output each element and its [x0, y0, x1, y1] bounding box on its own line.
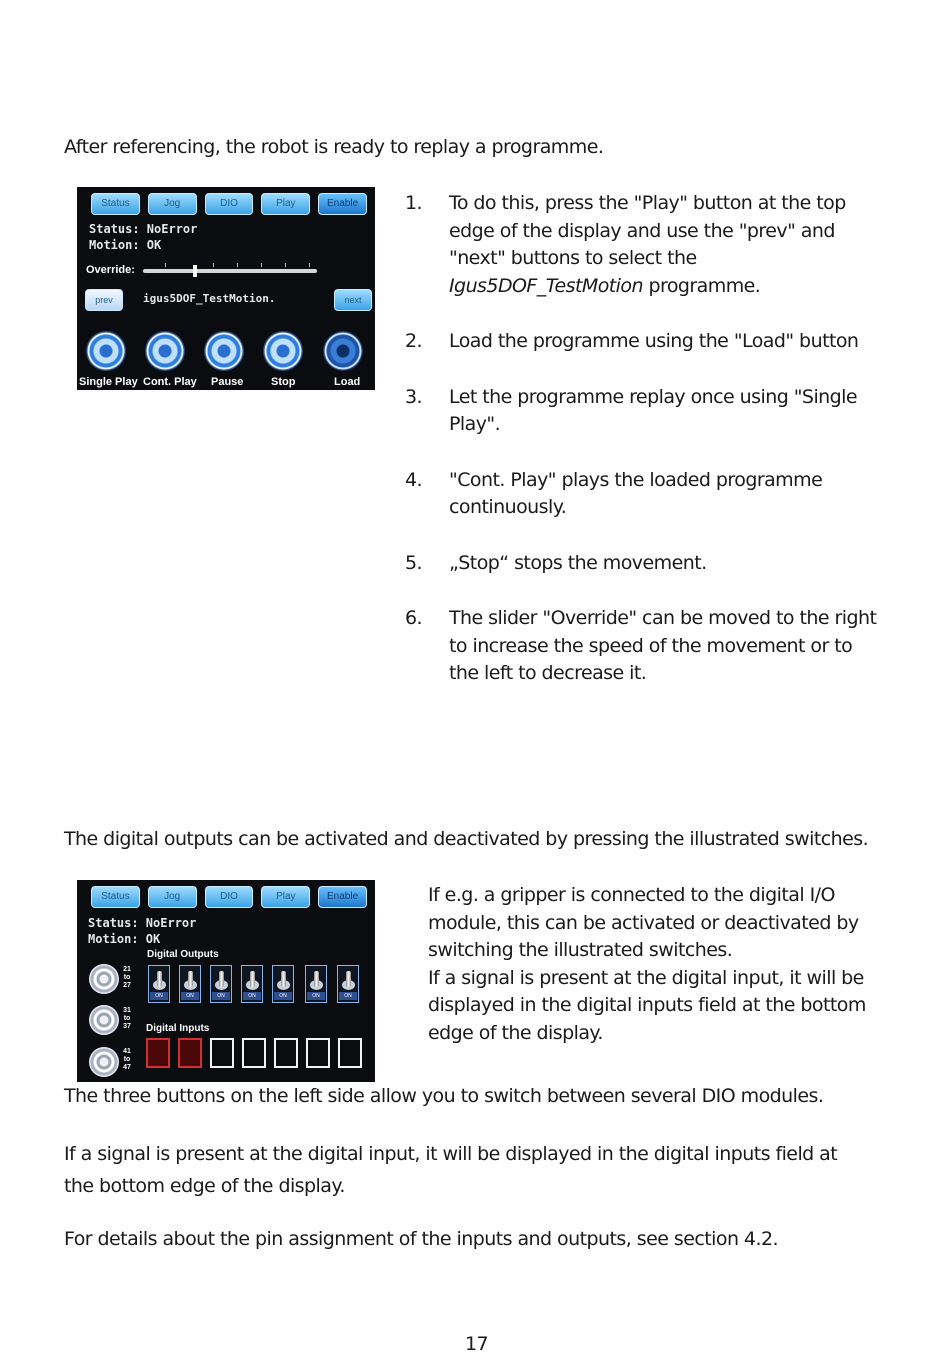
step-text-part: programme.: [642, 274, 761, 297]
digital-input-indicator: [210, 1038, 234, 1068]
step-text-part: To do this, press the "Play" button at the top edge of the display and use the "prev" and "next" buttons to select the: [449, 192, 846, 269]
step-number: 5.: [405, 551, 423, 574]
slider-tick: [213, 263, 214, 267]
list-item: [405, 190, 885, 300]
status-line: Status: NoError: [88, 916, 197, 930]
details-paragraph: For details about the pin assignment of the inputs and outputs, see section 4.2.: [64, 1228, 778, 1250]
step-text: [449, 190, 885, 300]
tab-enable: Enable: [318, 886, 367, 908]
output-switch-icon: ON: [337, 965, 359, 1003]
list-item: [405, 467, 885, 522]
output-switch-icon: ON: [241, 965, 263, 1003]
output-switch-icon: ON: [305, 965, 327, 1003]
override-label: Override:: [86, 264, 135, 276]
output-switch-icon: ON: [272, 965, 294, 1003]
cont-play-label: Cont. Play: [143, 376, 197, 388]
output-switch-icon: ON: [179, 965, 201, 1003]
list-item: [405, 384, 885, 439]
play-screen-image: [77, 187, 375, 390]
step-number: 3.: [405, 385, 423, 408]
digital-input-indicator: [306, 1038, 330, 1068]
slider-tick: [165, 263, 166, 267]
step-number: 4.: [405, 468, 423, 491]
program-name-emphasis: Igus5DOF_TestMotion: [449, 274, 643, 297]
single-play-knob-icon: [86, 331, 126, 371]
intro-paragraph: After referencing, the robot is ready to replay a programme.: [64, 136, 604, 158]
tab-dio: DIO: [205, 886, 254, 908]
digital-input-indicator: [178, 1038, 202, 1068]
signal-paragraph: If a signal is present at the digital input, it will be displayed in the digital inputs field at the bottom edge of the display.: [64, 1143, 838, 1197]
tab-dio: DIO: [205, 193, 254, 215]
program-name: igus5DOF_TestMotion.: [143, 292, 276, 305]
pause-label: Pause: [211, 376, 244, 388]
override-slider-thumb: [193, 265, 197, 277]
module-3-range: 41 to 47: [123, 1048, 131, 1071]
step-number: 2.: [405, 330, 423, 352]
step-text: The slider "Override" can be moved to the right to increase the speed of the movement or to the left to decrease it.: [449, 607, 877, 684]
step-number: 6.: [405, 607, 423, 629]
step-text: Load the programme using the "Load" button: [449, 330, 859, 352]
tab-jog: Jog: [148, 886, 197, 908]
dio-intro-paragraph: The digital outputs can be activated and deactivated by pressing the illustrated switches.: [64, 828, 869, 850]
cont-play-knob-icon: [145, 331, 185, 371]
step-text: Let the programme replay once using "Single Play".: [449, 385, 858, 435]
tab-jog: Jog: [148, 193, 197, 215]
modules-paragraph: The three buttons on the left side allow you to switch between several DIO modules.: [64, 1085, 824, 1107]
tab-status: Status: [91, 193, 140, 215]
dio-screen-image: [77, 880, 375, 1082]
module-2-button-icon: [89, 1005, 119, 1035]
status-line: Status: NoError: [89, 222, 198, 236]
next-button: next: [334, 289, 372, 311]
digital-input-indicator: [242, 1038, 266, 1068]
digital-input-indicator: [338, 1038, 362, 1068]
digital-inputs-label: Digital Inputs: [146, 1023, 210, 1034]
tab-bar: [91, 193, 367, 217]
step-number: 1.: [405, 192, 423, 214]
tab-play: Play: [261, 886, 310, 908]
page-number: 17: [465, 1333, 489, 1355]
tab-status: Status: [91, 886, 140, 908]
stop-label: Stop: [271, 376, 296, 388]
steps-list: [405, 190, 885, 716]
stop-knob-icon: [263, 331, 303, 371]
slider-tick: [309, 263, 310, 267]
motion-line: Motion: OK: [89, 238, 162, 252]
override-slider: [143, 269, 317, 273]
list-item: [405, 328, 885, 356]
step-text: „Stop“ stops the movement.: [449, 551, 707, 574]
module-1-button-icon: [89, 964, 119, 994]
slider-tick: [285, 263, 286, 267]
motion-line: Motion: OK: [88, 932, 161, 946]
list-item: [405, 550, 885, 578]
tab-play: Play: [261, 193, 310, 215]
dio-side-text: If e.g. a gripper is connected to the digital I/O module, this can be activated or deactivated by switching the illustrated switches. If a signal is present at the digital input, it will be displayed in the digital inputs field at the bottom edge of the display.: [428, 884, 866, 1044]
pause-knob-icon: [204, 331, 244, 371]
output-switch-icon: ON: [148, 965, 170, 1003]
prev-button: prev: [85, 289, 123, 311]
digital-input-indicator: [146, 1038, 170, 1068]
module-3-button-icon: [89, 1047, 119, 1077]
single-play-label: Single Play: [79, 376, 138, 388]
slider-tick: [237, 263, 238, 267]
module-1-range: 21 to 27: [123, 966, 131, 989]
tab-enable: Enable: [318, 193, 367, 215]
module-2-range: 31 to 37: [123, 1007, 131, 1030]
load-label: Load: [334, 376, 361, 388]
digital-input-indicator: [274, 1038, 298, 1068]
load-knob-icon: [323, 331, 363, 371]
list-item: [405, 605, 885, 688]
slider-tick: [261, 263, 262, 267]
step-text: "Cont. Play" plays the loaded programme continuously.: [449, 468, 823, 518]
tab-bar: [91, 886, 367, 910]
digital-outputs-label: Digital Outputs: [147, 949, 219, 960]
output-switch-icon: ON: [210, 965, 232, 1003]
